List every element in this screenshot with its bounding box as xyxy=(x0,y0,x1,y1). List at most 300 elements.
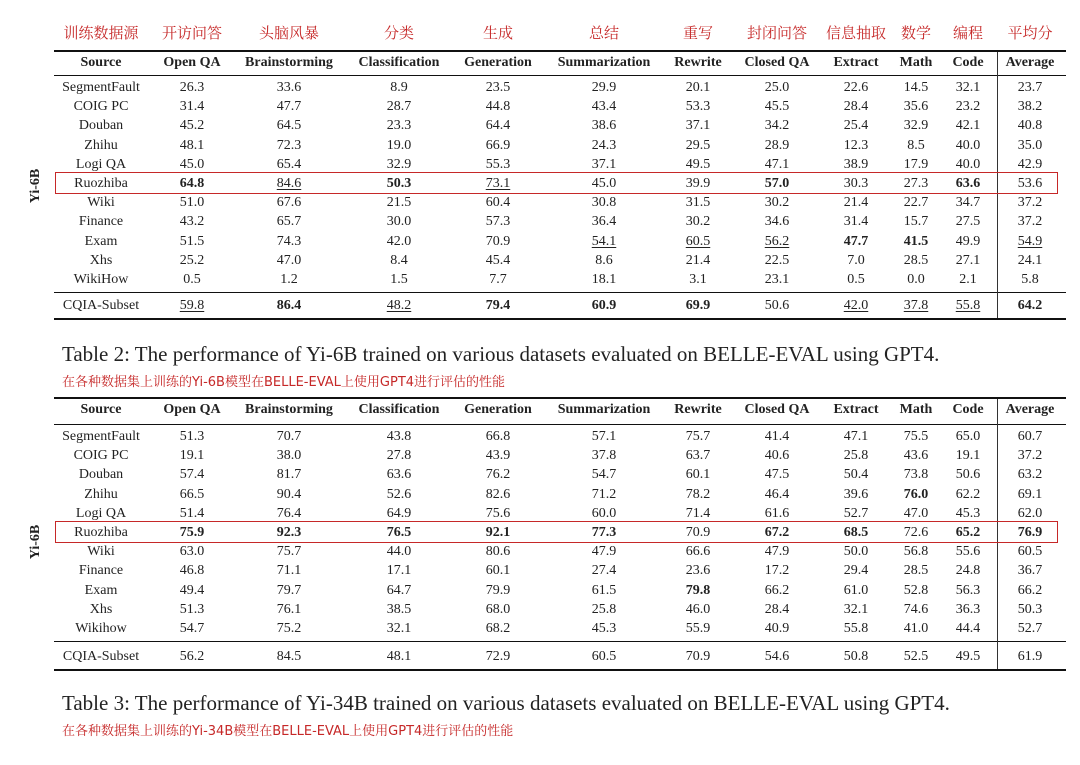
value-cell: 47.1 xyxy=(764,156,790,172)
value-cell: 36.4 xyxy=(591,214,617,230)
value-cell: 56.3 xyxy=(955,582,981,598)
value-cell: 23.5 xyxy=(485,80,511,95)
value-cell: 29.9 xyxy=(591,80,617,95)
value-cell: 32.1 xyxy=(955,80,981,95)
value-cell: 17.9 xyxy=(903,156,929,172)
value-cell: 38.9 xyxy=(843,156,869,172)
value-cell: 43.8 xyxy=(386,429,412,444)
value-cell: 55.9 xyxy=(685,621,711,636)
value-cell: 76.0 xyxy=(903,486,929,502)
value-cell: 21.4 xyxy=(685,252,711,268)
value-cell: 51.3 xyxy=(179,429,205,444)
value-cell: 37.2 xyxy=(1017,214,1043,230)
value-cell: 66.5 xyxy=(179,486,205,502)
table-rule xyxy=(54,318,1066,320)
value-cell: 84.5 xyxy=(276,649,302,665)
value-cell: 17.1 xyxy=(386,563,412,579)
chinese-header-5: 总结 xyxy=(588,24,619,42)
value-cell: 63.6 xyxy=(955,176,981,191)
chinese-header-6: 重写 xyxy=(682,24,713,42)
value-cell: 5.8 xyxy=(1021,272,1039,287)
table-row xyxy=(54,251,1066,270)
value-cell: 37.2 xyxy=(1017,195,1043,211)
column-header: Brainstorming xyxy=(245,55,333,70)
column-header: Source xyxy=(80,55,122,70)
value-cell: 45.3 xyxy=(955,505,981,521)
table-header-row xyxy=(54,53,1066,72)
value-cell: 55.3 xyxy=(485,156,511,172)
value-cell: 76.5 xyxy=(386,525,412,540)
value-cell: 33.6 xyxy=(276,80,302,95)
source-cell: Zhihu xyxy=(84,137,118,153)
value-cell: 68.2 xyxy=(485,621,511,636)
source-cell: CQIA-Subset xyxy=(62,649,140,665)
value-cell: 64.5 xyxy=(276,118,302,134)
ruozhiba-highlight-box xyxy=(55,172,1058,194)
value-cell: 69.1 xyxy=(1017,486,1043,502)
value-cell: 25.0 xyxy=(764,80,790,95)
value-cell: 46.0 xyxy=(685,601,711,617)
value-cell: 24.1 xyxy=(1017,252,1043,268)
value-cell: 53.3 xyxy=(685,99,711,115)
value-cell: 48.1 xyxy=(386,649,412,665)
column-header: Summarization xyxy=(557,402,651,417)
chinese-header-3: 分类 xyxy=(383,24,414,42)
value-cell: 44.8 xyxy=(485,99,511,115)
source-cell: Logi QA xyxy=(75,505,127,521)
value-cell: 31.4 xyxy=(843,214,869,230)
value-cell: 70.7 xyxy=(276,429,302,444)
model-group-label: Yi-6B xyxy=(28,168,43,204)
value-cell: 63.2 xyxy=(1017,467,1043,483)
value-cell: 45.4 xyxy=(485,252,511,268)
value-cell: 28.5 xyxy=(903,563,929,579)
value-cell: 66.8 xyxy=(485,429,511,444)
value-cell: 54.6 xyxy=(764,649,790,665)
value-cell: 21.5 xyxy=(386,195,412,211)
value-cell: 76.2 xyxy=(485,467,511,483)
value-cell: 40.8 xyxy=(1017,118,1043,134)
table-row xyxy=(54,155,1066,174)
value-cell: 74.3 xyxy=(276,233,302,249)
value-cell: 73.1 xyxy=(485,176,511,191)
column-header: Open QA xyxy=(163,55,221,70)
value-cell: 64.2 xyxy=(1017,298,1043,314)
value-cell: 44.0 xyxy=(386,544,412,560)
column-header: Brainstorming xyxy=(245,402,333,417)
chinese-header-1: 开访问答 xyxy=(161,24,222,42)
source-cell: Wikihow xyxy=(75,621,127,636)
value-cell: 38.2 xyxy=(1017,99,1043,115)
table-rule xyxy=(54,292,1066,293)
value-cell: 66.9 xyxy=(485,137,511,153)
value-cell: 15.7 xyxy=(903,214,929,230)
value-cell: 31.5 xyxy=(685,195,711,211)
value-cell: 8.4 xyxy=(390,252,408,268)
value-cell: 60.7 xyxy=(1017,429,1043,444)
value-cell: 70.9 xyxy=(485,233,511,249)
value-cell: 80.6 xyxy=(485,544,511,560)
source-cell: Ruozhiba xyxy=(74,525,128,540)
value-cell: 54.9 xyxy=(1017,233,1043,249)
value-cell: 32.1 xyxy=(386,621,412,636)
value-cell: 8.9 xyxy=(390,80,408,95)
value-cell: 82.6 xyxy=(485,486,511,502)
value-cell: 50.4 xyxy=(843,467,869,483)
value-cell: 23.6 xyxy=(685,563,711,579)
value-cell: 78.2 xyxy=(685,486,711,502)
value-cell: 60.5 xyxy=(1017,544,1043,560)
table-row xyxy=(54,136,1066,155)
value-cell: 48.2 xyxy=(386,298,412,314)
value-cell: 42.0 xyxy=(843,298,869,314)
column-header: Extract xyxy=(833,55,879,70)
value-cell: 44.4 xyxy=(955,621,981,636)
value-cell: 72.6 xyxy=(903,525,929,540)
value-cell: 50.6 xyxy=(764,298,790,314)
table-2-caption-chinese: 在各种数据集上训练的Yi-6B模型在BELLE-EVAL上使用GPT4进行评估的性能 xyxy=(62,375,506,390)
value-cell: 56.2 xyxy=(764,233,790,249)
value-cell: 60.1 xyxy=(485,563,511,579)
value-cell: 57.0 xyxy=(764,176,790,191)
value-cell: 29.5 xyxy=(685,137,711,153)
value-cell: 67.6 xyxy=(276,195,302,211)
value-cell: 45.0 xyxy=(179,156,205,172)
table-row xyxy=(54,504,1066,523)
value-cell: 47.7 xyxy=(843,233,869,249)
value-cell: 28.4 xyxy=(764,601,790,617)
value-cell: 28.9 xyxy=(764,137,790,153)
table-row xyxy=(54,193,1066,212)
value-cell: 22.5 xyxy=(764,252,790,268)
value-cell: 20.1 xyxy=(685,80,711,95)
column-header: Open QA xyxy=(163,402,221,417)
chinese-header-8: 信息抽取 xyxy=(825,24,886,42)
value-cell: 25.8 xyxy=(843,448,869,464)
column-header: Math xyxy=(899,55,933,70)
value-cell: 0.0 xyxy=(907,272,925,287)
value-cell: 79.9 xyxy=(485,582,511,598)
value-cell: 19.1 xyxy=(179,448,205,464)
value-cell: 54.7 xyxy=(179,621,205,636)
value-cell: 39.6 xyxy=(843,486,869,502)
value-cell: 63.6 xyxy=(386,467,412,483)
value-cell: 65.7 xyxy=(276,214,302,230)
value-cell: 25.4 xyxy=(843,118,869,134)
table-3-caption-chinese: 在各种数据集上训练的Yi-34B模型在BELLE-EVAL上使用GPT4进行评估的性能 xyxy=(62,724,514,739)
chinese-header-7: 封闭问答 xyxy=(746,24,807,42)
source-cell: Finance xyxy=(78,214,124,230)
value-cell: 72.9 xyxy=(485,649,511,665)
value-cell: 47.9 xyxy=(764,544,790,560)
value-cell: 64.7 xyxy=(386,582,412,598)
value-cell: 14.5 xyxy=(903,80,929,95)
value-cell: 66.6 xyxy=(685,544,711,560)
table-row xyxy=(54,485,1066,504)
value-cell: 71.4 xyxy=(685,505,711,521)
chinese-column-headers xyxy=(0,22,1080,46)
value-cell: 22.7 xyxy=(903,195,929,211)
value-cell: 50.3 xyxy=(386,176,412,191)
value-cell: 30.3 xyxy=(843,176,869,191)
value-cell: 8.6 xyxy=(595,252,613,268)
column-header: Extract xyxy=(833,402,879,417)
value-cell: 19.0 xyxy=(386,137,412,153)
source-cell: Exam xyxy=(84,233,118,249)
value-cell: 69.9 xyxy=(685,298,711,314)
value-cell: 90.4 xyxy=(276,486,302,502)
value-cell: 18.1 xyxy=(591,272,617,287)
source-cell: Douban xyxy=(78,118,124,134)
value-cell: 54.1 xyxy=(591,233,617,249)
value-cell: 45.0 xyxy=(591,176,617,191)
value-cell: 66.2 xyxy=(764,582,790,598)
value-cell: 43.6 xyxy=(903,448,929,464)
model-group-label: Yi-6B xyxy=(28,524,43,560)
value-cell: 51.3 xyxy=(179,601,205,617)
value-cell: 19.1 xyxy=(955,448,981,464)
value-cell: 49.9 xyxy=(955,233,981,249)
value-cell: 46.4 xyxy=(764,486,790,502)
value-cell: 37.2 xyxy=(1017,448,1043,464)
table-yi-34b xyxy=(28,397,1066,671)
value-cell: 47.9 xyxy=(591,544,617,560)
value-cell: 50.8 xyxy=(843,649,869,665)
value-cell: 41.4 xyxy=(764,429,790,444)
table-rule xyxy=(54,397,1066,399)
chinese-header-4: 生成 xyxy=(482,24,513,42)
value-cell: 34.6 xyxy=(764,214,790,230)
value-cell: 1.5 xyxy=(390,272,408,287)
value-cell: 27.8 xyxy=(386,448,412,464)
value-cell: 41.0 xyxy=(903,621,929,636)
source-cell: Xhs xyxy=(89,601,113,617)
value-cell: 50.3 xyxy=(1017,601,1043,617)
value-cell: 27.1 xyxy=(955,252,981,268)
value-cell: 63.7 xyxy=(685,448,711,464)
value-cell: 45.2 xyxy=(179,118,205,134)
table-row xyxy=(54,78,1066,97)
source-cell: WikiHow xyxy=(73,272,129,287)
value-cell: 61.9 xyxy=(1017,649,1043,665)
value-cell: 51.5 xyxy=(179,233,205,249)
value-cell: 70.9 xyxy=(685,649,711,665)
value-cell: 60.9 xyxy=(591,298,617,314)
value-cell: 62.0 xyxy=(1017,505,1043,521)
value-cell: 23.3 xyxy=(386,118,412,134)
source-cell: Douban xyxy=(78,467,124,483)
column-header: Summarization xyxy=(557,55,651,70)
value-cell: 49.5 xyxy=(955,649,981,665)
value-cell: 86.4 xyxy=(276,298,302,314)
value-cell: 23.7 xyxy=(1017,80,1043,95)
value-cell: 81.7 xyxy=(276,467,302,483)
table-row xyxy=(54,561,1066,580)
value-cell: 21.4 xyxy=(843,195,869,211)
value-cell: 49.4 xyxy=(179,582,205,598)
value-cell: 92.1 xyxy=(485,525,511,540)
column-header: Math xyxy=(899,402,933,417)
value-cell: 24.8 xyxy=(955,563,981,579)
table-row xyxy=(54,232,1066,251)
value-cell: 75.9 xyxy=(179,525,205,540)
value-cell: 52.8 xyxy=(903,582,929,598)
value-cell: 38.6 xyxy=(591,118,617,134)
value-cell: 40.0 xyxy=(955,156,981,172)
value-cell: 32.9 xyxy=(903,118,929,134)
table-rule xyxy=(54,50,1066,52)
column-header: Classification xyxy=(358,402,440,417)
value-cell: 59.8 xyxy=(179,298,205,314)
chinese-header-2: 头脑风暴 xyxy=(258,24,319,42)
value-cell: 47.0 xyxy=(276,252,302,268)
value-cell: 39.9 xyxy=(685,176,711,191)
value-cell: 41.5 xyxy=(903,233,929,249)
value-cell: 42.0 xyxy=(386,233,412,249)
value-cell: 76.4 xyxy=(276,505,302,521)
source-cell: Exam xyxy=(84,582,118,598)
value-cell: 2.1 xyxy=(959,272,977,287)
value-cell: 50.0 xyxy=(843,544,869,560)
column-header: Closed QA xyxy=(744,55,810,70)
value-cell: 0.5 xyxy=(847,272,865,287)
source-cell: SegmentFault xyxy=(62,429,140,444)
value-cell: 47.7 xyxy=(276,99,302,115)
value-cell: 25.2 xyxy=(179,252,205,268)
value-cell: 52.7 xyxy=(1017,621,1043,636)
table-row xyxy=(54,581,1066,600)
value-cell: 27.4 xyxy=(591,563,617,579)
value-cell: 52.6 xyxy=(386,486,412,502)
value-cell: 67.2 xyxy=(764,525,790,540)
value-cell: 76.9 xyxy=(1017,525,1043,540)
value-cell: 65.0 xyxy=(955,429,981,444)
value-cell: 74.6 xyxy=(903,601,929,617)
value-cell: 61.0 xyxy=(843,582,869,598)
value-cell: 1.2 xyxy=(280,272,298,287)
value-cell: 43.2 xyxy=(179,214,205,230)
value-cell: 60.0 xyxy=(591,505,617,521)
value-cell: 47.5 xyxy=(764,467,790,483)
value-cell: 65.2 xyxy=(955,525,981,540)
value-cell: 55.8 xyxy=(843,621,869,636)
value-cell: 76.1 xyxy=(276,601,302,617)
subset-row xyxy=(54,647,1066,666)
table-row xyxy=(54,619,1066,638)
value-cell: 64.8 xyxy=(179,176,205,191)
value-cell: 60.4 xyxy=(485,195,511,211)
value-cell: 37.8 xyxy=(591,448,617,464)
column-header: Generation xyxy=(464,55,532,70)
value-cell: 31.4 xyxy=(179,99,205,115)
value-cell: 29.4 xyxy=(843,563,869,579)
value-cell: 61.6 xyxy=(764,505,790,521)
value-cell: 75.6 xyxy=(485,505,511,521)
value-cell: 23.1 xyxy=(764,272,790,287)
value-cell: 79.7 xyxy=(276,582,302,598)
value-cell: 51.0 xyxy=(179,195,205,211)
value-cell: 30.2 xyxy=(685,214,711,230)
value-cell: 61.5 xyxy=(591,582,617,598)
value-cell: 7.7 xyxy=(489,272,507,287)
table-rule xyxy=(54,669,1066,671)
value-cell: 55.6 xyxy=(955,544,981,560)
column-header: Code xyxy=(952,55,984,70)
value-cell: 71.1 xyxy=(276,563,302,579)
subset-row xyxy=(54,296,1066,315)
value-cell: 28.7 xyxy=(386,99,412,115)
table-2-caption: Table 2: The performance of Yi-6B trained on various datasets evaluated on BELLE-EVAL using GPT4. xyxy=(62,342,940,366)
value-cell: 52.7 xyxy=(843,505,869,521)
value-cell: 77.3 xyxy=(591,525,617,540)
value-cell: 79.4 xyxy=(485,298,511,314)
value-cell: 8.5 xyxy=(907,137,925,153)
table-row xyxy=(54,465,1066,484)
value-cell: 60.1 xyxy=(685,467,711,483)
value-cell: 70.9 xyxy=(685,525,711,540)
value-cell: 75.5 xyxy=(903,429,929,444)
value-cell: 40.6 xyxy=(764,448,790,464)
value-cell: 32.1 xyxy=(843,601,869,617)
value-cell: 37.1 xyxy=(591,156,617,172)
value-cell: 40.9 xyxy=(764,621,790,636)
column-header: Average xyxy=(1005,55,1055,70)
value-cell: 28.4 xyxy=(843,99,869,115)
value-cell: 0.5 xyxy=(183,272,201,287)
value-cell: 25.8 xyxy=(591,601,617,617)
value-cell: 55.8 xyxy=(955,298,981,314)
column-header: Generation xyxy=(464,402,532,417)
value-cell: 28.5 xyxy=(903,252,929,268)
column-header: Rewrite xyxy=(674,55,722,70)
value-cell: 68.0 xyxy=(485,601,511,617)
value-cell: 60.5 xyxy=(591,649,617,665)
value-cell: 36.3 xyxy=(955,601,981,617)
value-cell: 73.8 xyxy=(903,467,929,483)
value-cell: 30.2 xyxy=(764,195,790,211)
table-3-caption: Table 3: The performance of Yi-34B trained on various datasets evaluated on BELLE-EVAL using GPT4. xyxy=(62,691,950,715)
value-cell: 27.3 xyxy=(903,176,929,191)
value-cell: 50.6 xyxy=(955,467,981,483)
source-cell: COIG PC xyxy=(73,448,129,464)
value-cell: 30.0 xyxy=(386,214,412,230)
source-cell: Xhs xyxy=(89,252,113,268)
value-cell: 51.4 xyxy=(179,505,205,521)
value-cell: 65.4 xyxy=(276,156,302,172)
value-cell: 75.2 xyxy=(276,621,302,636)
source-cell: Ruozhiba xyxy=(74,176,128,191)
value-cell: 40.0 xyxy=(955,137,981,153)
value-cell: 92.3 xyxy=(276,525,302,540)
value-cell: 22.6 xyxy=(843,80,869,95)
value-cell: 42.1 xyxy=(955,118,981,134)
value-cell: 17.2 xyxy=(764,563,790,579)
value-cell: 60.5 xyxy=(685,233,711,249)
source-cell: SegmentFault xyxy=(62,80,140,95)
column-header: Classification xyxy=(358,55,440,70)
value-cell: 79.8 xyxy=(685,582,711,598)
value-cell: 63.0 xyxy=(179,544,205,560)
chinese-header-0: 训练数据源 xyxy=(63,24,139,42)
column-header: Rewrite xyxy=(674,402,722,417)
value-cell: 7.0 xyxy=(847,252,865,268)
ruozhiba-highlight-box xyxy=(55,521,1058,543)
column-header: Average xyxy=(1005,402,1055,417)
table-rule xyxy=(54,641,1066,642)
source-cell: Wiki xyxy=(87,544,115,560)
table-row xyxy=(54,97,1066,116)
value-cell: 84.6 xyxy=(276,176,302,191)
